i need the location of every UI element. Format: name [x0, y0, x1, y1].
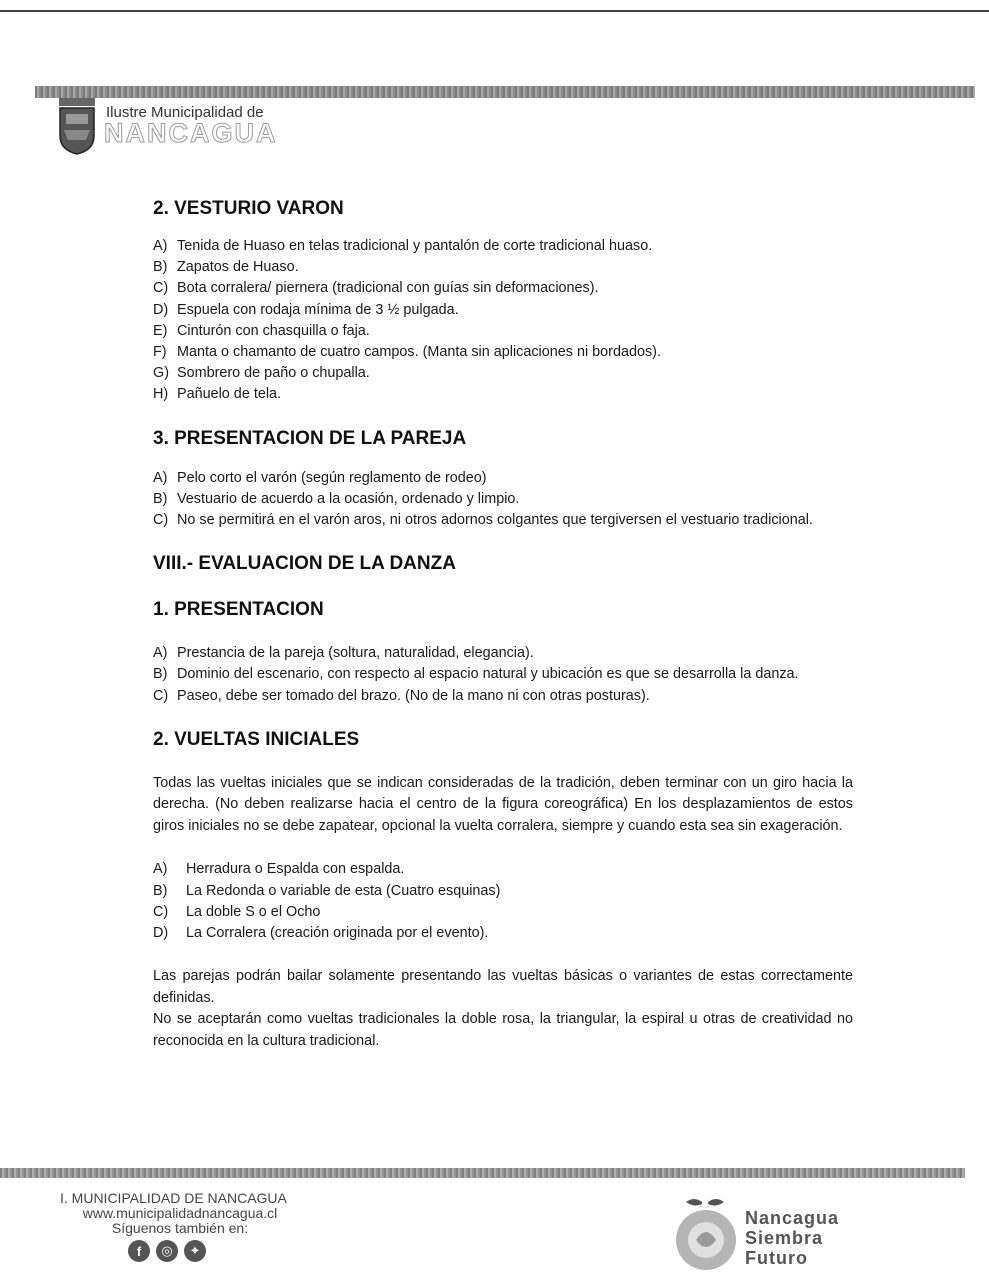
facebook-icon[interactable]: f: [128, 1240, 150, 1262]
list-item: D) La Corralera (creación originada por el evento).: [153, 924, 489, 941]
twitter-icon[interactable]: ✦: [184, 1240, 206, 1262]
turns-list: [153, 859, 853, 944]
section-heading: 1. PRESENTACION: [153, 599, 324, 621]
list-item: C) Paseo, debe ser tomado del brazo. (No de la mano ni con otras posturas).: [153, 687, 650, 704]
intro-paragraph: Todas las vueltas iniciales que se indican consideradas de la tradición, deben terminar con un giro hacia la derecha. (No deben realizarse hacia el centro de la figura coreográfica) En los desplazamientos de estos giros iniciales no se debe zapatear, opcional la vuelta corralera, siempre y cuando esta sea sin exageración.: [153, 774, 853, 834]
footer-contact: [60, 1191, 300, 1236]
section-heading: 3. PRESENTACION DE LA PAREJA: [153, 427, 467, 449]
document-body: [153, 192, 853, 1052]
list-item: D) Espuela con rodaja mínima de 3 ½ pulgada.: [153, 301, 459, 318]
list-item: G) Sombrero de paño o chupalla.: [153, 365, 370, 382]
closing-paragraph: No se aceptarán como vueltas tradicionales la doble rosa, la triangular, la espiral u otras de creatividad no reconocida en la cultura tradicional.: [153, 1011, 853, 1049]
list-item: B) Zapatos de Huaso.: [153, 259, 299, 276]
section-heading: 2. VESTURIO VARON: [153, 198, 344, 219]
clothing-list: [153, 236, 853, 406]
footer-follow: Síguenos también en:: [111, 1220, 249, 1236]
slogan-line: Futuro: [745, 1248, 808, 1268]
list-item: C) La doble S o el Ocho: [153, 903, 321, 920]
list-item: E) Cinturón con chasquilla o faja.: [153, 322, 370, 339]
instagram-icon[interactable]: ◎: [156, 1240, 178, 1262]
footer-website: www.municipalidadnancagua.cl: [82, 1205, 278, 1221]
social-icons: [128, 1240, 206, 1262]
list-item: A) Herradura o Espalda con espalda.: [153, 861, 405, 878]
list-item: A) Tenida de Huaso en telas tradicional y pantalón de corte tradicional huaso.: [153, 238, 653, 254]
list-item: B) Dominio del escenario, con respecto al espacio natural y ubicación es que se desarrolla la danza.: [153, 666, 799, 683]
top-rule: [0, 10, 989, 12]
municipal-crest-icon: [56, 96, 98, 156]
slogan-line: Nancagua: [745, 1208, 840, 1228]
dance-presentation-list: [153, 643, 853, 707]
closing-paragraph: Las parejas podrán bailar solamente presentando las vueltas básicas o variantes de estas correctamente definidas.: [153, 968, 853, 1006]
list-item: A) Pelo corto el varón (según reglamento de rodeo): [153, 469, 487, 486]
header-band: [35, 86, 975, 98]
list-item: A) Prestancia de la pareja (soltura, naturalidad, elegancia).: [153, 645, 534, 662]
chapter-heading: VIII.- EVALUACION DE LA DANZA: [153, 553, 456, 575]
presentation-list: [153, 468, 853, 532]
section-heading: 2. VUELTAS INICIALES: [153, 728, 360, 750]
footer-org: I. MUNICIPALIDAD DE NANCAGUA: [60, 1190, 287, 1206]
list-item: C) Bota corralera/ piernera (tradicional con guías sin deformaciones).: [153, 280, 599, 297]
list-item: B) La Redonda o variable de esta (Cuatro esquinas): [153, 882, 501, 899]
footer-band: [0, 1168, 965, 1178]
list-item: C) No se permitirá en el varón aros, ni otros adornos colgantes que tergiversen el vestuario tradicional.: [153, 512, 813, 529]
list-item: F) Manta o chamanto de cuatro campos. (Manta sin aplicaciones ni bordados).: [153, 344, 661, 361]
list-item: B) Vestuario de acuerdo a la ocasión, ordenado y limpio.: [153, 490, 520, 507]
slogan-line: Siembra: [745, 1228, 824, 1248]
slogan: [745, 1208, 839, 1268]
municipality-name: NANCAGUA: [104, 118, 278, 148]
list-item: H) Pañuelo de tela.: [153, 386, 282, 403]
municipality-label: Ilustre Municipalidad de: [106, 104, 264, 121]
